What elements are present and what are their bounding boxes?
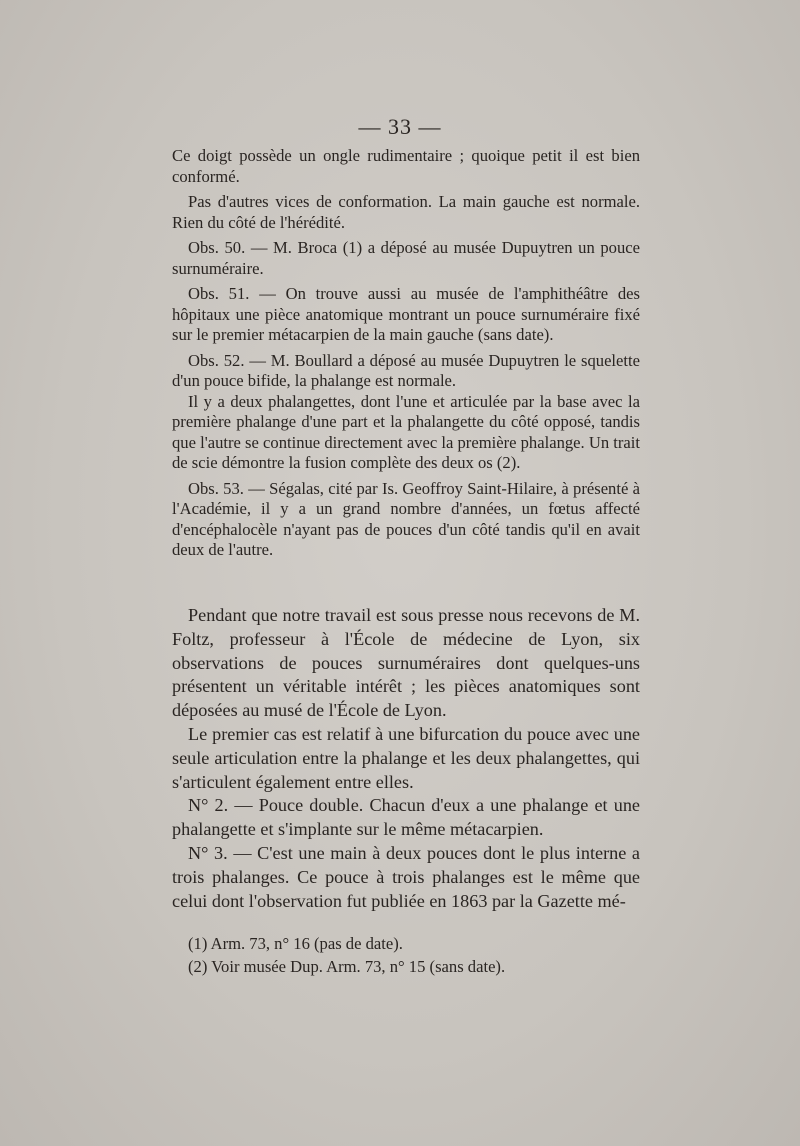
paragraph: Il y a deux phalangettes, dont l'une et articulée par la base avec la première phalange d'une part et la phalangette du côté opposé, tandis que l'autre se continue directement avec la première phalange. Un trait de scie démontre la fusion complète des deux os (2). bbox=[172, 391, 640, 472]
paragraph: Obs. 51. — On trouve aussi au musée de l'amphithéâtre des hôpitaux une pièce anatomique montrant un pouce surnuméraire fixé sur le premier métacarpien de la main gauche (sans date). bbox=[172, 284, 640, 344]
paragraph: N° 2. — Pouce double. Chacun d'eux a une phalange et une phalangette et s'implante sur le même métacarpien. bbox=[172, 795, 640, 840]
page-number: — 33 — bbox=[358, 114, 442, 139]
paragraph: Pendant que notre travail est sous presse nous recevons de M. Foltz, professeur à l'École de médecine de Lyon, six observations de pouces surnuméraires dont quelques-uns présentent un véritable intérêt ; les pièces anatomiques sont déposées au musé de l'École de Lyon. bbox=[172, 605, 640, 721]
paragraph: Obs. 52. — M. Boullard a déposé au musée Dupuytren le squelette d'un pouce bifide, la phalange est normale. bbox=[172, 350, 640, 390]
footnote: (2) Voir musée Dup. Arm. 73, n° 15 (sans date). bbox=[188, 957, 506, 976]
paragraph: Pas d'autres vices de conformation. La main gauche est normale. Rien du côté de l'hérédité. bbox=[172, 192, 640, 232]
paragraph: N° 3. — C'est une main à deux pouces dont le plus interne a trois phalanges. Ce pouce à trois phalanges est le même que celui dont l'observation fut publiée en 1863 par la Gazette mé- bbox=[172, 842, 640, 911]
paragraph: Obs. 53. — Ségalas, cité par Is. Geoffroy Saint-Hilaire, à présenté à l'Académie, il y a un grand nombre d'années, un fœtus affecté d'encéphalocèle n'ayant pas de pouces d'un côté tandis qu'il en avait deux de l'autre. bbox=[172, 478, 640, 559]
footnotes bbox=[188, 932, 648, 978]
paragraph: Le premier cas est relatif à une bifurcation du pouce avec une seule articulation entre la phalange et les deux phalangettes, qui s'articulent également entre elles. bbox=[172, 723, 640, 792]
addendum-section bbox=[172, 604, 640, 913]
paragraph: Obs. 50. — M. Broca (1) a déposé au musée Dupuytren un pouce surnuméraire. bbox=[172, 238, 640, 278]
footnote: (1) Arm. 73, n° 16 (pas de date). bbox=[188, 934, 403, 953]
observations-section bbox=[172, 146, 640, 566]
paragraph: Ce doigt possède un ongle rudimentaire ; quoique petit il est bien conformé. bbox=[172, 146, 640, 186]
